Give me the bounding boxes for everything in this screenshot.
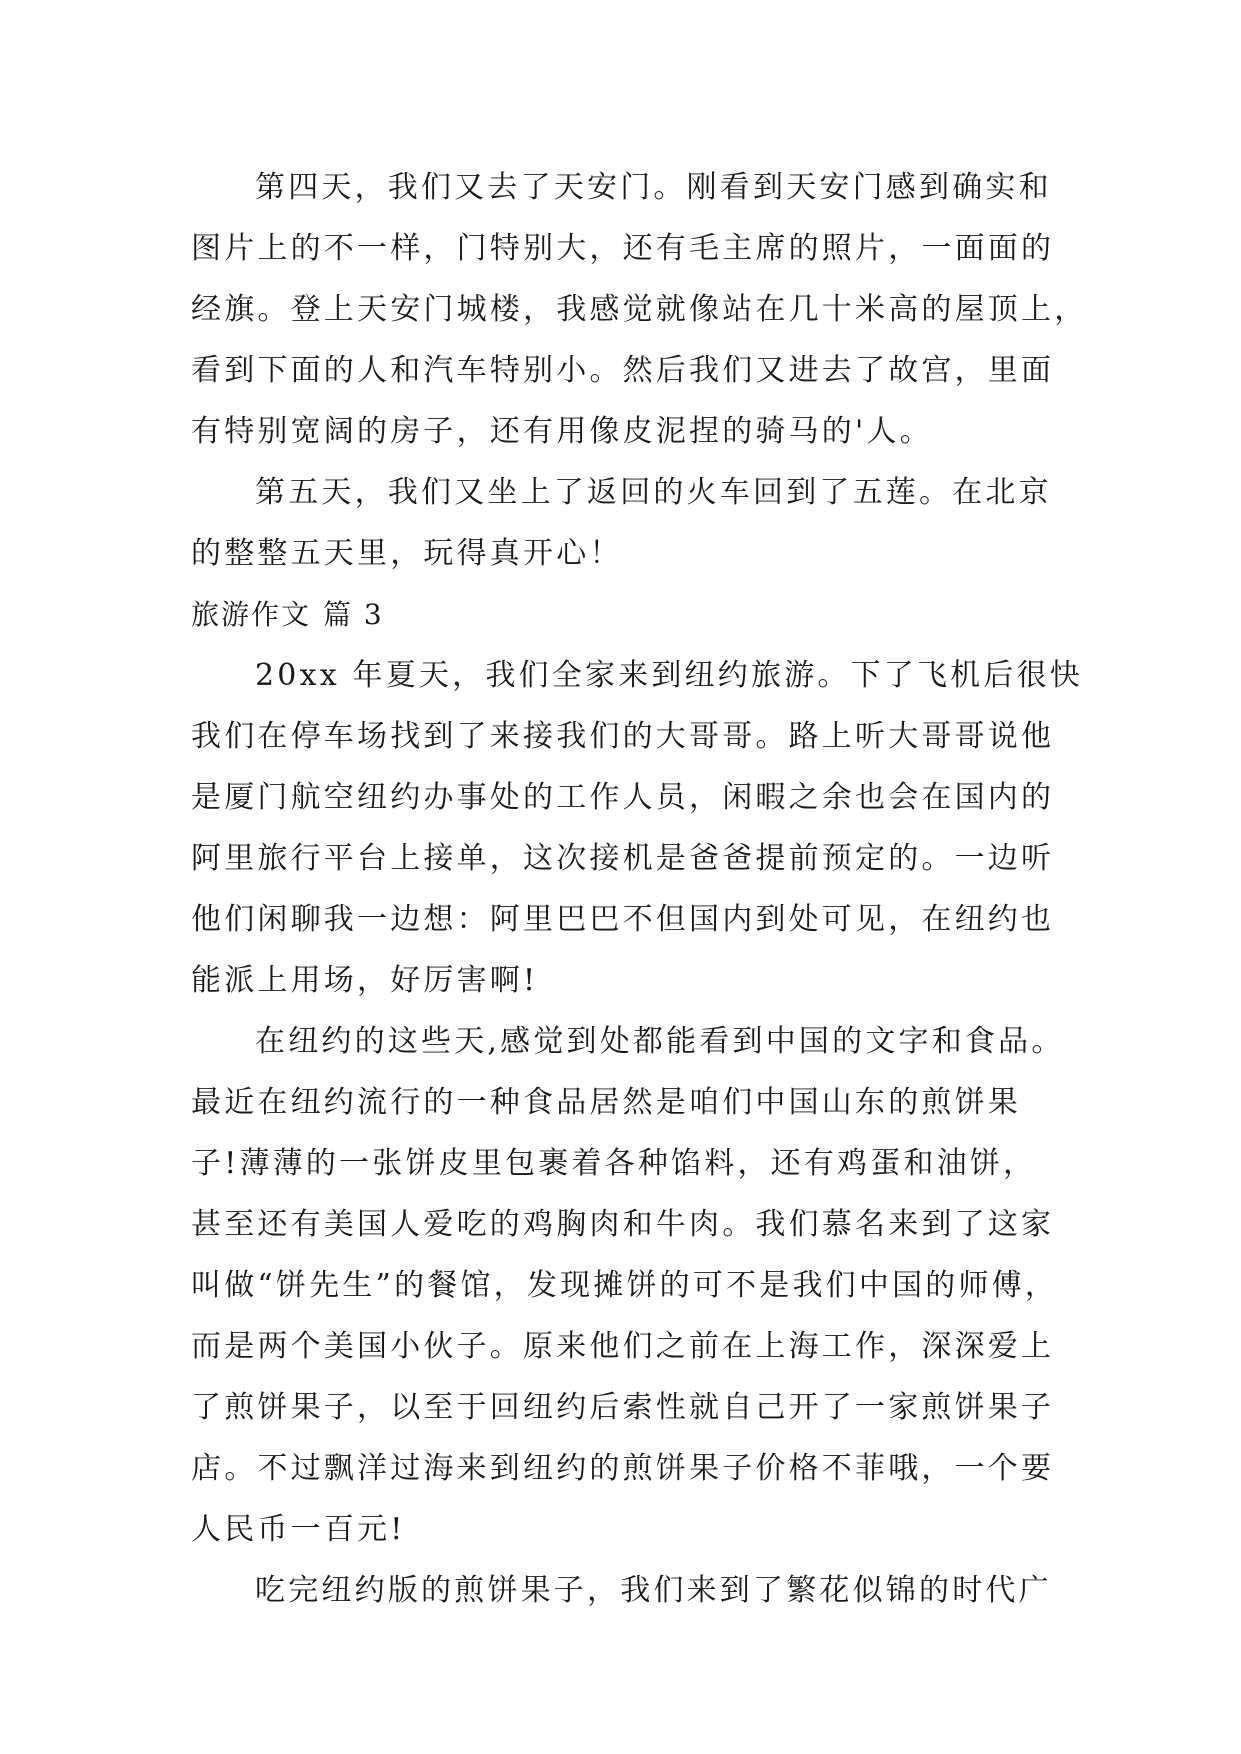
paragraph-line: 经旗。登上天安门城楼，我感觉就像站在几十米高的屋顶上， [191,292,1088,327]
section-heading [191,584,1051,645]
paragraph-new-york-arrival [191,645,1083,1011]
paragraph-line: 20xx 年夏天，我们全家来到纽约旅游。下了飞机后很快 [255,658,1083,693]
paragraph-line: 而是两个美国小伙子。原来他们之前在上海工作，深深爱上 [191,1329,1055,1364]
document-body [191,157,1088,1621]
paragraph-line: 图片上的不一样，门特别大，还有毛主席的照片，一面面的 [191,231,1055,266]
paragraph-times-square [191,1560,1051,1621]
paragraph-line: 店。不过飘洋过海来到纽约的煎饼果子价格不菲哦，一个要 [191,1451,1055,1486]
paragraph-line: 看到下面的人和汽车特别小。然后我们又进去了故宫，里面 [191,353,1055,388]
paragraph-line: 第四天，我们又去了天安门。刚看到天安门感到确实和 [255,170,1052,205]
paragraph-line: 叫做“饼先生”的餐馆，发现摊饼的可不是我们中国的师傅， [191,1268,1059,1303]
paragraph-line: 了煎饼果子，以至于回纽约后索性就自己开了一家煎饼果子 [191,1390,1055,1425]
paragraph-jianbing [191,1011,1065,1560]
paragraph-tiananmen [191,157,1088,462]
section-heading-title: 旅游作文 [191,598,312,631]
paragraph-line: 的整整五天里，玩得真开心！ [191,536,623,571]
paragraph-line: 子!薄薄的一张饼皮里包裹着各种馅料，还有鸡蛋和油饼， [191,1146,1037,1181]
paragraph-line: 第五天，我们又坐上了返回的火车回到了五莲。在北京 [255,475,1052,510]
paragraph-line: 他们闲聊我一边想：阿里巴巴不但国内到处可见，在纽约也 [191,902,1055,937]
section-heading-number: 篇 3 [323,598,384,631]
paragraph-return-trip [191,462,1051,584]
paragraph-line: 在纽约的这些天,感觉到处都能看到中国的文字和食品。 [255,1024,1065,1059]
paragraph-line: 有特别宽阔的房子，还有用像皮泥捏的骑马的'人。 [191,414,933,449]
paragraph-line: 吃完纽约版的煎饼果子，我们来到了繁花似锦的时代广 [255,1573,1052,1608]
paragraph-line: 人民币一百元! [191,1512,406,1547]
paragraph-line: 最近在纽约流行的一种食品居然是咱们中国山东的煎饼果 [191,1085,1021,1120]
paragraph-line: 能派上用场，好厉害啊! [191,963,539,998]
paragraph-line: 是厦门航空纽约办事处的工作人员，闲暇之余也会在国内的 [191,780,1055,815]
paragraph-line: 我们在停车场找到了来接我们的大哥哥。路上听大哥哥说他 [191,719,1055,754]
paragraph-line: 甚至还有美国人爱吃的鸡胸肉和牛肉。我们慕名来到了这家 [191,1207,1055,1242]
paragraph-line: 阿里旅行平台上接单，这次接机是爸爸提前预定的。一边听 [191,841,1055,876]
